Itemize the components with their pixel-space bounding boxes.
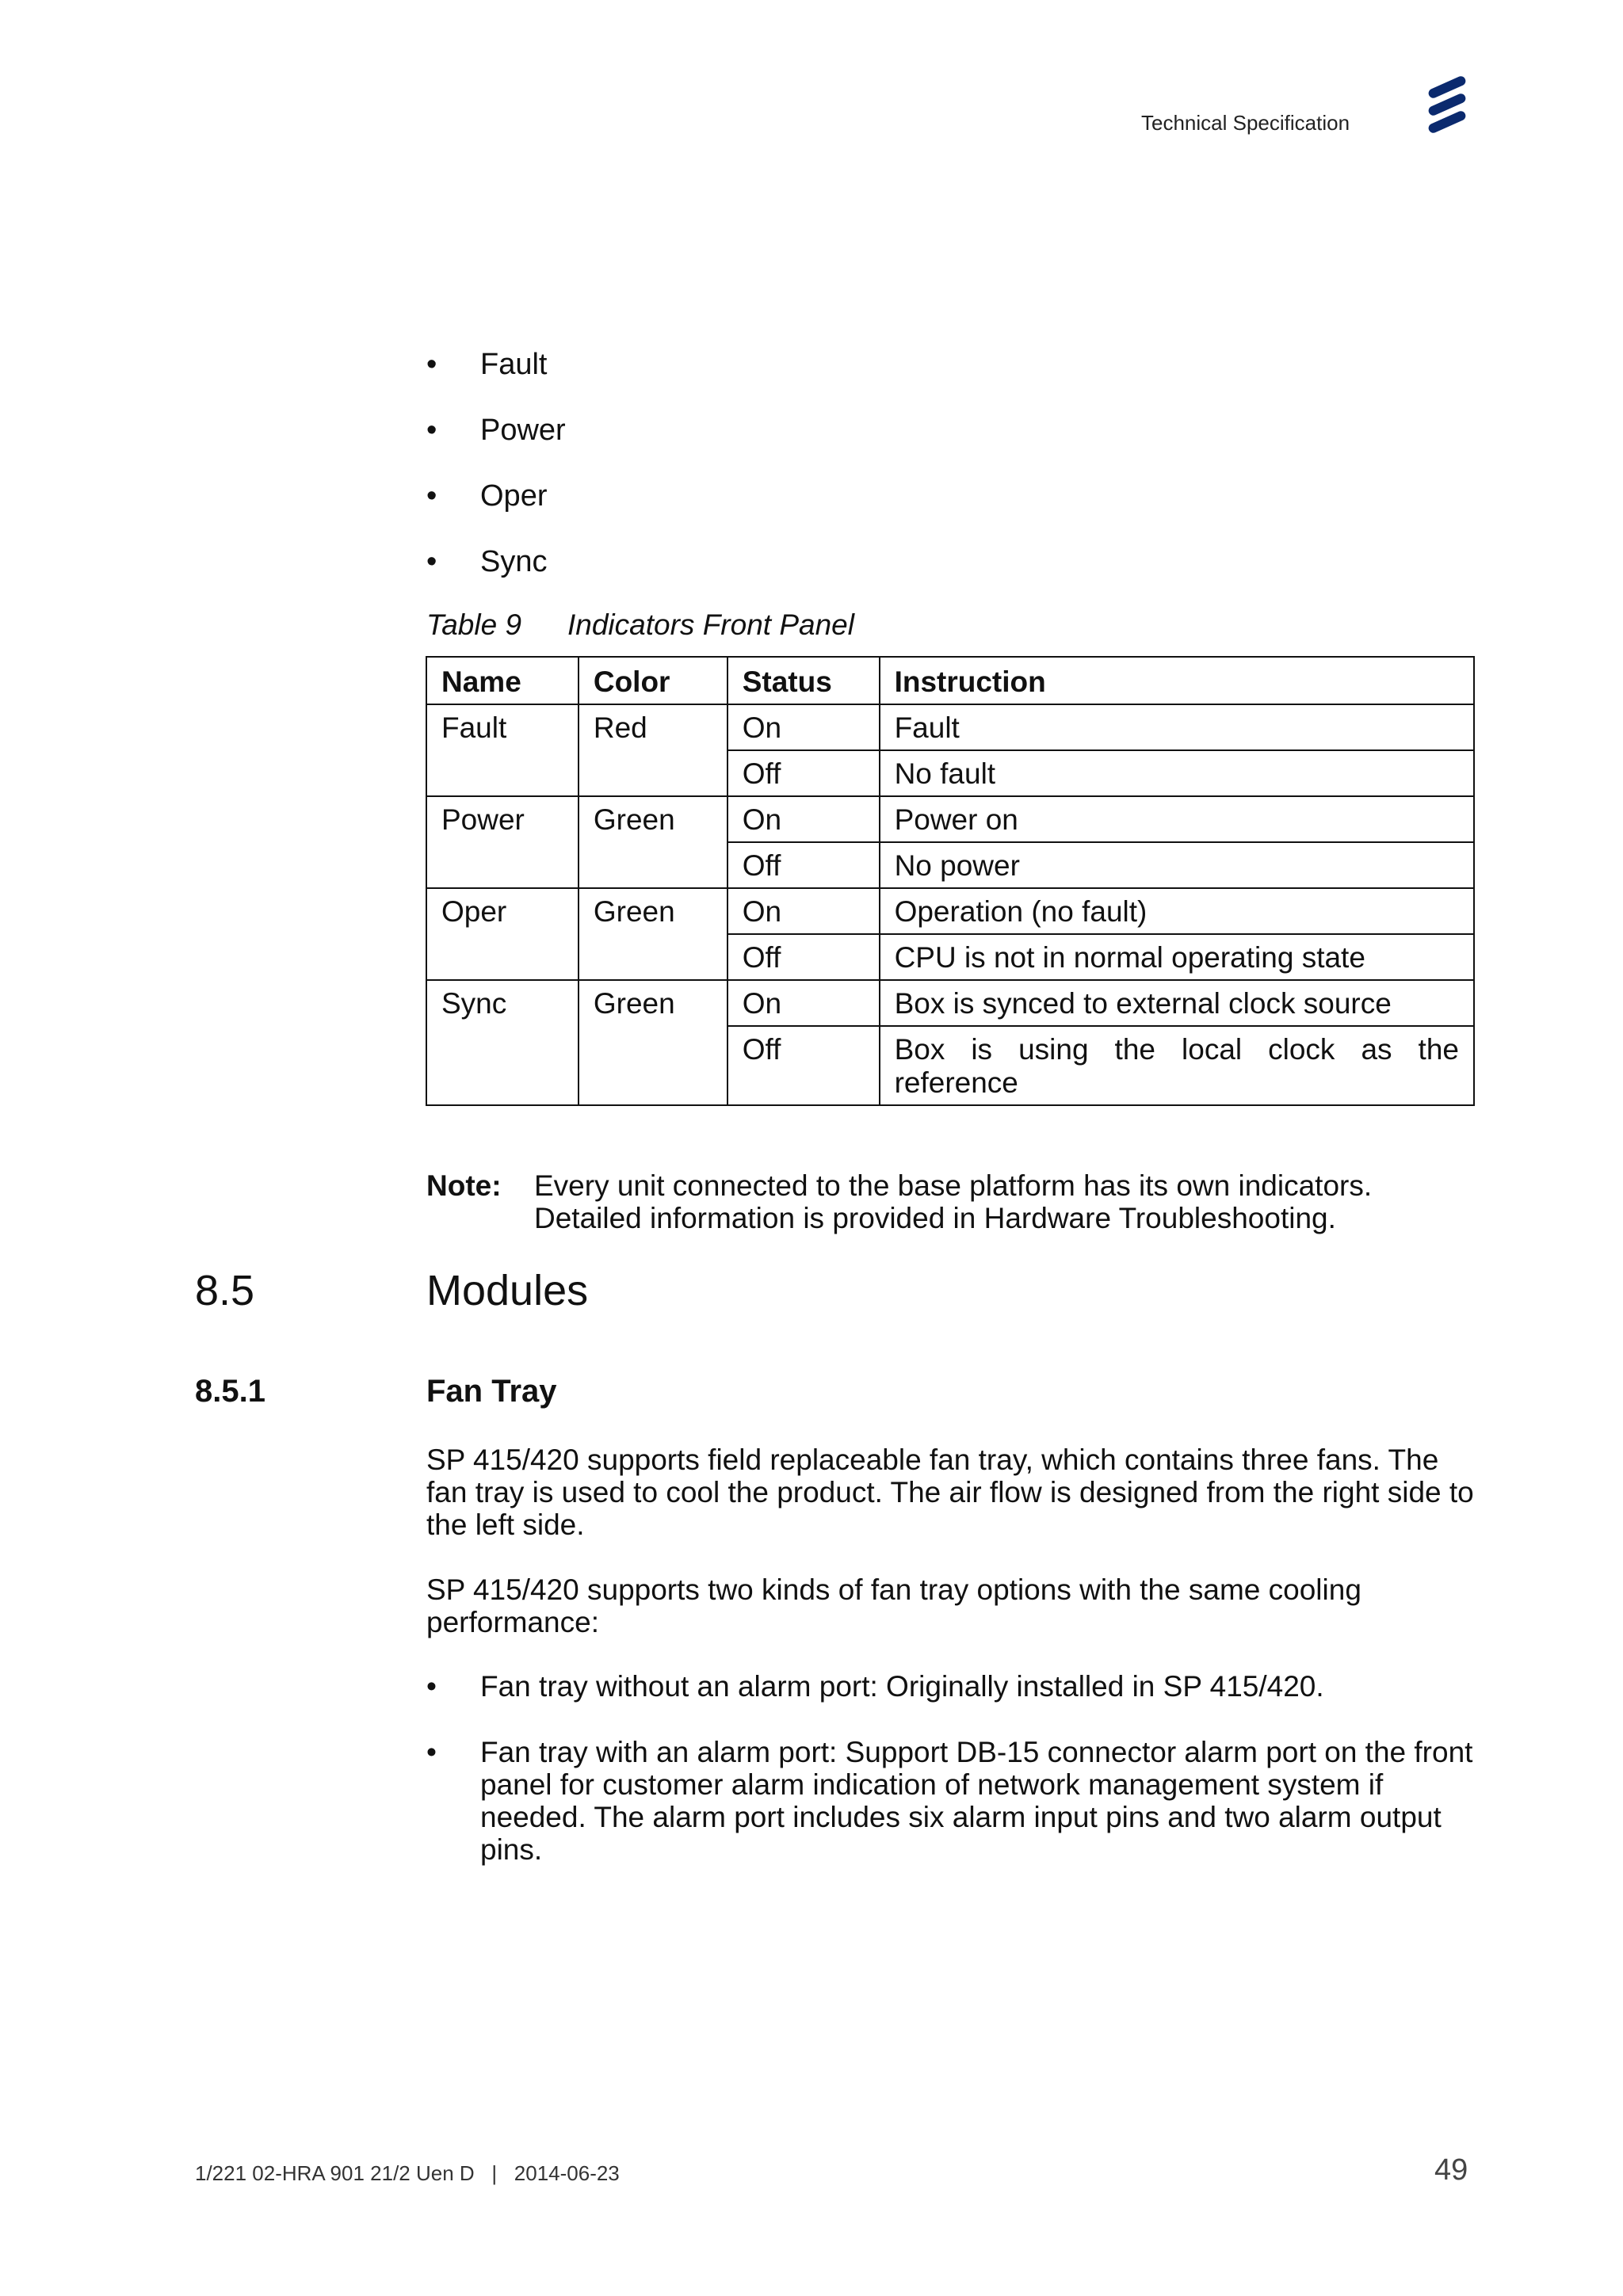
footer-document-id: 1/221 02-HRA 901 21/2 Uen D | 2014-06-23 [195,2161,620,2185]
cell-color: Red [579,704,727,796]
cell-status: On [727,888,880,934]
indicators-table [426,656,1475,1106]
cell-color: Green [579,888,727,980]
cell-name: Power [426,796,579,888]
cell-name: Oper [426,888,579,980]
cell-instruction: No power [880,842,1474,888]
list-item-text: Fan tray without an alarm port: Originally installed in SP 415/420. [480,1670,1324,1703]
cell-instruction: Box is using the local clock as the reference [880,1026,1474,1105]
table-caption-number: Table 9 [426,608,522,641]
section-number: 8.5 [195,1267,255,1314]
body-paragraph: SP 415/420 supports field replaceable fan tray, which contains three fans. The fan tray is used to cool the product. The air flow is designed from the right side to the left side. [426,1444,1474,1541]
list-item-text: Sync [480,545,548,578]
cell-instruction: Operation (no fault) [880,888,1474,934]
column-header-name: Name [426,657,579,704]
table-header-row [426,657,1474,704]
list-item [426,1736,1480,1866]
table-caption [426,608,854,642]
cell-status: Off [727,1026,880,1105]
list-item [426,411,566,477]
page-number: 49 [1434,2153,1468,2187]
cell-name: Sync [426,980,579,1105]
cell-instruction: No fault [880,750,1474,796]
list-item [426,345,566,411]
bullet-icon: • [426,479,437,513]
cell-status: Off [727,750,880,796]
cell-color: Green [579,980,727,1105]
cell-color: Green [579,796,727,888]
note-label: Note: [426,1169,502,1202]
table-row [426,980,1474,1026]
list-item-text: Fan tray with an alarm port: Support DB-15 connector alarm port on the front panel for customer alarm indication of network management system if needed. The alarm port includes six alarm input pins and two alarm output pins. [480,1736,1473,1866]
list-item [426,477,566,543]
bullet-icon: • [426,1736,437,1768]
list-item-text: Fault [480,348,548,381]
section-title: Modules [426,1267,589,1314]
cell-status: Off [727,934,880,980]
fan-tray-options-list [426,1670,1480,1899]
list-item-text: Oper [480,479,548,513]
cell-name: Fault [426,704,579,796]
list-item [426,543,566,608]
table-row [426,796,1474,842]
bullet-icon: • [426,1670,437,1703]
cell-status: On [727,796,880,842]
column-header-status: Status [727,657,880,704]
column-header-instruction: Instruction [880,657,1474,704]
cell-instruction: Box is synced to external clock source [880,980,1474,1026]
subsection-number: 8.5.1 [195,1374,265,1409]
subsection-title: Fan Tray [426,1374,557,1409]
table-row [426,704,1474,750]
ericsson-logo-icon [1423,73,1472,136]
cell-status: On [727,980,880,1026]
cell-instruction: Fault [880,704,1474,750]
table-row [426,888,1474,934]
indicator-bullet-list [426,345,566,608]
list-item [426,1670,1480,1703]
column-header-color: Color [579,657,727,704]
list-item-text: Power [480,414,566,447]
body-paragraph: SP 415/420 supports two kinds of fan tray options with the same cooling performance: [426,1573,1361,1638]
cell-status: On [727,704,880,750]
header-title: Technical Specification [1141,111,1350,135]
table-caption-title: Indicators Front Panel [567,608,854,641]
cell-instruction: CPU is not in normal operating state [880,934,1474,980]
note-text: Every unit connected to the base platform has its own indicators. Detailed information is provided in Hardware Troubleshooting. [534,1169,1373,1234]
bullet-icon: • [426,545,437,578]
bullet-icon: • [426,414,437,447]
cell-status: Off [727,842,880,888]
bullet-icon: • [426,348,437,381]
cell-instruction: Power on [880,796,1474,842]
